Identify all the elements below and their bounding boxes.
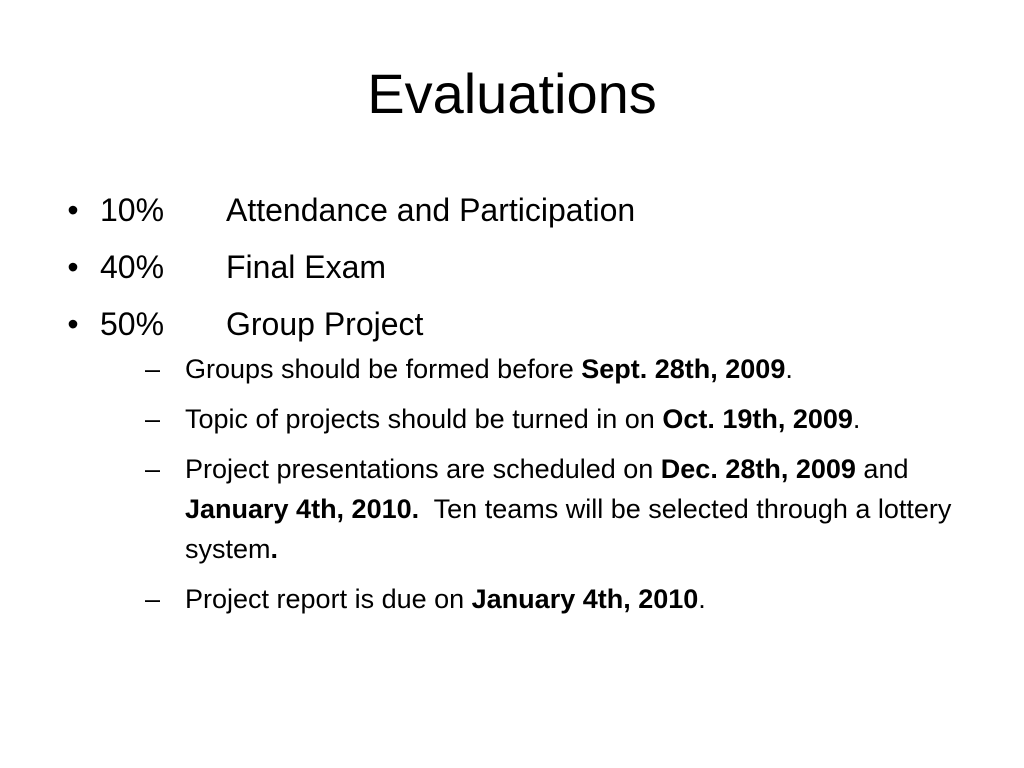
detail-text-after: Ten teams will be selected through a lottery system bbox=[185, 494, 959, 564]
evaluation-item-final-exam bbox=[60, 245, 960, 289]
evaluation-percent: 10% bbox=[100, 192, 165, 228]
detail-date: Oct. 19th, 2009 bbox=[662, 404, 853, 434]
slide-title: Evaluations bbox=[367, 62, 657, 125]
detail-text: Project presentations are scheduled on bbox=[185, 454, 661, 484]
detail-topic-due bbox=[145, 399, 965, 439]
bullet-icon: • bbox=[67, 192, 79, 228]
detail-text-end: . bbox=[698, 584, 706, 614]
detail-text: Project report is due on bbox=[185, 584, 472, 614]
evaluation-percent: 40% bbox=[100, 249, 165, 285]
detail-date: Sept. 28th, 2009 bbox=[581, 354, 786, 384]
bullet-icon: • bbox=[67, 306, 79, 342]
evaluation-list bbox=[60, 188, 960, 632]
dash-icon: – bbox=[145, 354, 161, 384]
evaluation-item-attendance bbox=[60, 188, 960, 232]
detail-text-end: . bbox=[852, 404, 861, 434]
detail-date-first: Dec. 28th, 2009 bbox=[660, 454, 856, 484]
detail-text-middle: and bbox=[855, 454, 909, 484]
dash-icon: – bbox=[145, 404, 161, 434]
detail-text: Topic of projects should be turned in on bbox=[185, 404, 663, 434]
dash-icon: – bbox=[145, 454, 161, 484]
dash-icon: – bbox=[145, 584, 161, 614]
detail-presentations bbox=[145, 449, 965, 569]
evaluation-item-group-project bbox=[60, 302, 960, 619]
evaluation-label: Attendance and Participation bbox=[226, 192, 636, 228]
evaluation-label: Final Exam bbox=[226, 249, 387, 285]
detail-date-second: January 4th, 2010. bbox=[185, 494, 420, 524]
detail-groups-formed bbox=[145, 349, 965, 389]
evaluation-label: Group Project bbox=[226, 306, 424, 342]
bullet-icon: • bbox=[67, 249, 79, 285]
detail-date: January 4th, 2010 bbox=[471, 584, 699, 614]
evaluation-percent: 50% bbox=[100, 306, 165, 342]
detail-report-due bbox=[145, 579, 965, 619]
detail-text-end: . bbox=[785, 354, 793, 384]
group-project-details bbox=[100, 349, 960, 619]
detail-text: Groups should be formed before bbox=[185, 354, 582, 384]
detail-text-end: . bbox=[270, 534, 279, 564]
